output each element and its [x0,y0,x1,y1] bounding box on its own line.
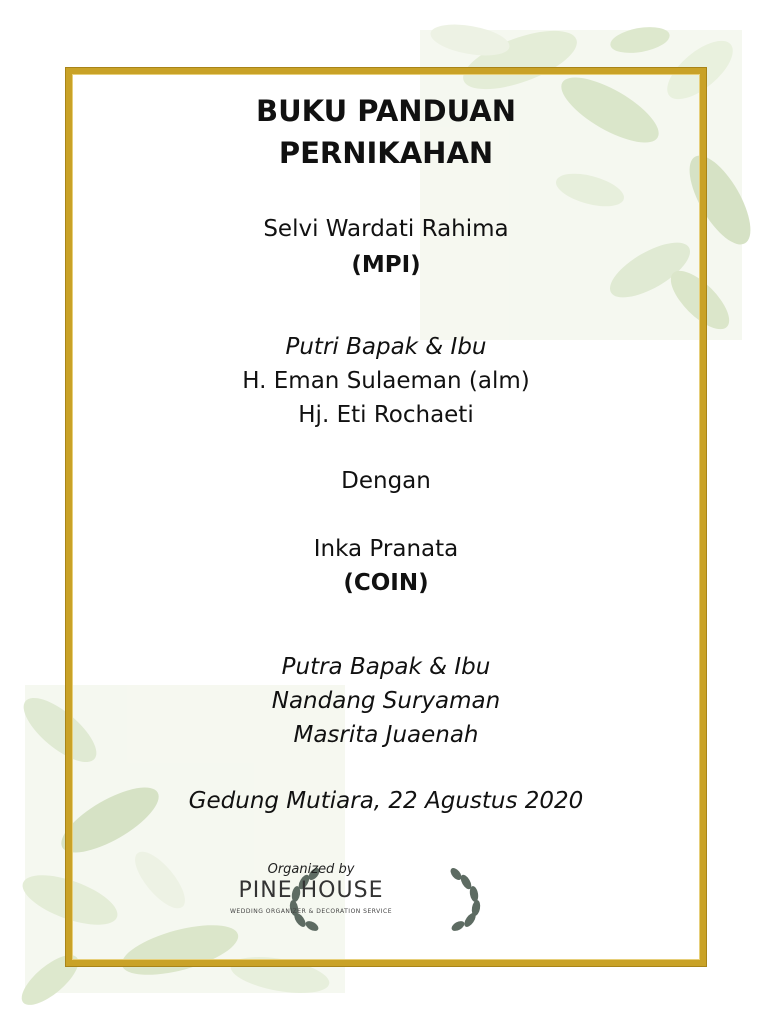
groom-parents-intro: Putra Bapak & Ibu [281,654,491,680]
bride-tag: (MPI) [351,252,421,278]
venue-date: Gedung Mutiara, 22 Agustus 2020 [188,788,584,814]
groom-tag: (COIN) [343,570,429,596]
bride-father: H. Eman Sulaeman (alm) [242,368,530,394]
title-line-1: BUKU PANDUAN [255,94,516,128]
organizer-by: Organized by [267,862,355,877]
bride-mother: Hj. Eti Rochaeti [298,402,474,428]
connector-text: Dengan [341,468,431,494]
groom-name: Inka Pranata [313,536,459,562]
bride-name: Selvi Wardati Rahima [263,216,509,242]
bride-parents-intro: Putri Bapak & Ibu [285,334,487,360]
groom-mother: Masrita Juaenah [293,722,479,748]
organizer-logo [211,862,411,942]
organizer-tagline: WEDDING ORGANIZER & DECORATION SERVICE [230,908,392,915]
title-line-2: PERNIKAHAN [278,136,494,170]
groom-father: Nandang Suryaman [271,688,501,714]
gold-frame [66,68,706,966]
laurel-right-icon [442,868,486,932]
organizer-name: PINE HOUSE [238,878,384,903]
page-title [72,90,700,174]
